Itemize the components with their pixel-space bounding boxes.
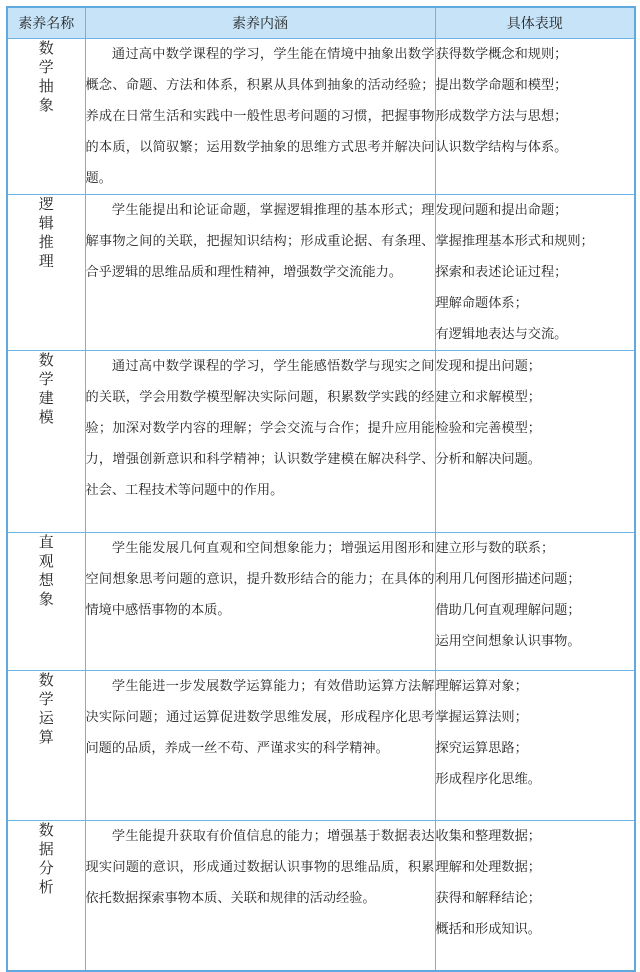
- performance-item: 理解命题体系；: [435, 296, 528, 311]
- header-name: 素养名称: [7, 7, 85, 39]
- performance-item: 分析和解决问题。: [435, 452, 541, 467]
- literacy-name: 直观想象: [38, 533, 54, 608]
- table-row: [7, 533, 635, 671]
- literacy-table: [6, 6, 636, 972]
- table-row: [7, 39, 635, 195]
- literacy-content: 通过高中数学课程的学习，学生能感悟数学与现实之间的关联，学会用数学模型解决实际问题，积累数学实践的经验；加深对数学内容的理解；学会交流与合作；提升应用能力，增强创新意识和科学精神；认识数学建模在解决科学、社会、工程技术等问题中的作用。: [85, 359, 435, 498]
- literacy-content: 学生能提出和论证命题，掌握逻辑推理的基本形式；理解事物之间的关联，把握知识结构；形成重论据、有条理、合乎逻辑的思维品质和理性精神，增强数学交流能力。: [85, 203, 435, 280]
- literacy-name-cell: [7, 195, 85, 351]
- performance-list: [436, 39, 635, 163]
- performance-list: [436, 671, 635, 795]
- performance-item: 借助几何直观理解问题；: [435, 603, 581, 618]
- performance-item: 掌握运算法则；: [435, 710, 528, 725]
- table-row: [7, 351, 635, 533]
- performance-item: 形成程序化思维。: [435, 772, 541, 787]
- header-performance: 具体表现: [435, 7, 635, 39]
- performance-item: 获得和解释结论；: [435, 891, 541, 906]
- performance-item: 收集和整理数据；: [435, 829, 541, 844]
- literacy-name: 数学运算: [38, 671, 54, 746]
- performance-item: 建立和求解模型；: [435, 390, 541, 405]
- literacy-content-cell: [85, 671, 435, 821]
- performance-item: 发现和提出问题；: [435, 359, 541, 374]
- performance-item: 提出数学命题和模型；: [435, 78, 568, 93]
- performance-item: 探究运算思路；: [435, 741, 528, 756]
- performance-item: 理解运算对象；: [435, 679, 528, 694]
- literacy-name-cell: [7, 533, 85, 671]
- table-row: [7, 821, 635, 971]
- literacy-content-cell: [85, 195, 435, 351]
- performance-item: 利用几何图形描述问题；: [435, 572, 581, 587]
- performance-item: 检验和完善模型；: [435, 421, 541, 436]
- literacy-content-cell: [85, 821, 435, 971]
- literacy-content-cell: [85, 39, 435, 195]
- literacy-performance-cell: [435, 195, 635, 351]
- literacy-content-cell: [85, 533, 435, 671]
- literacy-content: 通过高中数学课程的学习，学生能在情境中抽象出数学概念、命题、方法和体系，积累从具体到抽象的活动经验；养成在日常生活和实践中一般性思考问题的习惯，把握事物的本质，以简驭繁；运用数学抽象的思维方式思考并解决问题。: [85, 47, 435, 186]
- literacy-name: 逻辑推理: [38, 195, 54, 270]
- literacy-performance-cell: [435, 351, 635, 533]
- performance-list: [436, 821, 635, 945]
- performance-list: [436, 351, 635, 475]
- literacy-name: 数学抽象: [38, 39, 54, 114]
- literacy-name-cell: [7, 671, 85, 821]
- performance-item: 获得数学概念和规则；: [435, 47, 568, 62]
- performance-item: 运用空间想象认识事物。: [435, 634, 581, 649]
- performance-item: 认识数学结构与体系。: [435, 140, 568, 155]
- performance-item: 建立形与数的联系；: [435, 541, 555, 556]
- performance-item: 理解和处理数据；: [435, 860, 541, 875]
- performance-list: [436, 533, 635, 657]
- literacy-content: 学生能发展几何直观和空间想象能力；增强运用图形和空间想象思考问题的意识，提升数形结合的能力；在具体的情境中感悟事物的本质。: [85, 541, 435, 618]
- literacy-name: 数学建模: [38, 351, 54, 426]
- literacy-name-cell: [7, 351, 85, 533]
- performance-item: 概括和形成知识。: [435, 922, 541, 937]
- performance-item: 探索和表述论证过程；: [435, 265, 568, 280]
- literacy-name-cell: [7, 821, 85, 971]
- table-row: [7, 671, 635, 821]
- header-row: [7, 7, 635, 39]
- literacy-performance-cell: [435, 821, 635, 971]
- table-row: [7, 195, 635, 351]
- performance-list: [436, 195, 635, 350]
- performance-item: 掌握推理基本形式和规则；: [435, 234, 594, 249]
- literacy-content: 学生能提升获取有价值信息的能力；增强基于数据表达现实问题的意识，形成通过数据认识事物的思维品质，积累依托数据探索事物本质、关联和规律的活动经验。: [85, 829, 435, 906]
- literacy-performance-cell: [435, 671, 635, 821]
- literacy-name: 数据分析: [38, 821, 54, 896]
- header-content: 素养内涵: [85, 7, 435, 39]
- literacy-performance-cell: [435, 39, 635, 195]
- performance-item: 发现问题和提出命题；: [435, 203, 568, 218]
- literacy-content: 学生能进一步发展数学运算能力；有效借助运算方法解决实际问题；通过运算促进数学思维发展，形成程序化思考问题的品质，养成一丝不苟、严谨求实的科学精神。: [85, 679, 435, 756]
- literacy-name-cell: [7, 39, 85, 195]
- literacy-content-cell: [85, 351, 435, 533]
- performance-item: 形成数学方法与思想；: [435, 109, 568, 124]
- literacy-performance-cell: [435, 533, 635, 671]
- performance-item: 有逻辑地表达与交流。: [435, 327, 568, 342]
